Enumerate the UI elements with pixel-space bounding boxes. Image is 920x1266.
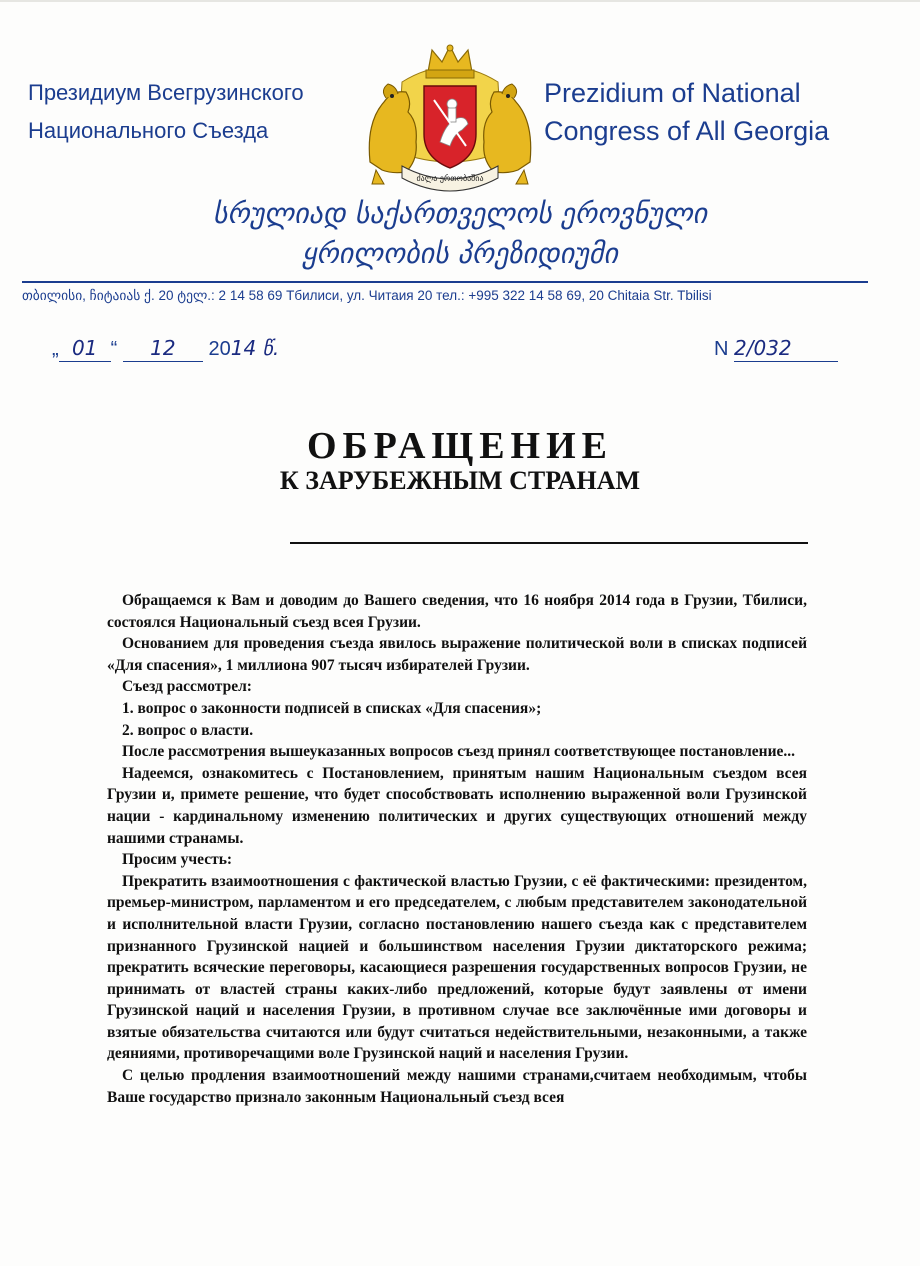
date-open-quote: „ [52,338,59,360]
org-name-ru [28,74,304,150]
body-paragraph: С целью продления взаимоотношений между нашими странами,считаем необходимым, чтобы Ваше государство признало законным Национальный съезд всея [107,1067,807,1106]
date-year-prefix: 20 [208,338,231,360]
document-title: ОБРАЩЕНИЕ [306,425,613,467]
body-paragraph: Просим учесть: [122,851,233,869]
coat-of-arms-icon [362,42,538,194]
number-prefix: N [714,338,729,360]
letter-body [107,590,807,1108]
date-mid-quote: “ [110,338,118,360]
coat-motto: ძალა ერთობაშია [416,174,484,183]
scan-edge [0,0,920,2]
org-name-ka-line2: ყრილობის პრეზიდიუმი [302,237,618,270]
org-name-en-line1: Prezidium of National [544,78,801,108]
org-name-en-line2: Congress of All Georgia [544,116,830,146]
org-name-en [544,74,829,150]
date-day: 01 [71,336,98,360]
body-paragraph: После рассмотрения вышеуказанных вопросов съезд принял соответствующее постановление... [122,743,796,761]
body-paragraph: 1. вопрос о законности подписей в списках «Для спасения»; [122,699,542,717]
body-paragraph: Надеемся, ознакомитесь с Постановлением, принятым нашим Национальным съездом всея Грузии и, примете решение, что будет способствовать исполнению выраженной воли Грузинской нации - кардинальному изменению политических и других существующих отношений между нашими странамы. [107,764,807,847]
document-number [714,336,838,362]
letterhead-divider [22,281,868,283]
date-field [52,336,279,362]
body-paragraph: 2. вопрос о власти. [122,721,254,739]
date-year: 14 წ. [230,336,280,360]
body-paragraph: Прекратить взаимоотношения с фактической властью Грузии, с её фактическими: президентом, премьер-министром, парламентом и его председателем, с любым представителем законодательной и исполнительной власти Грузии, согласно постановлению нашего съезда как с представителем признанного Грузинской нацией и большинством населения Грузии диктаторского режима; прекратить всяческие переговоры, касающиеся разрешения государственных вопросов Грузии, не принимать от властей страны каких-либо предложений, которые будут заявлены от имени Грузинской наций и населения Грузии, в противном случае все заключённые ими договоры и взятые обязательства считаются или будут считаться недействительными, незаконными, а также деяниями, противоречащими воле Грузинской наций и населения Грузии. [107,872,807,1063]
org-name-ru-line2: Национального Съезда [28,118,269,143]
body-paragraph: Основанием для проведения съезда явилось выражение политической воли в списках подписей «Для спасения», 1 миллиона 907 тысяч избирателей Грузии. [107,635,807,674]
contact-address: თბილისი, ჩიტაიას ქ. 20 ტელ.: 2 14 58 69 Тбилиси, ул. Читаия 20 тел.: +995 322 14 58 69, 20 Chitaia Str. Tbilisi [22,288,712,303]
number-value: 2/032 [734,336,792,360]
date-month: 12 [150,336,176,360]
body-paragraph: Обращаемся к Вам и доводим до Вашего сведения, что 16 ноября 2014 года в Грузии, Тбилиси, состоялся Национальный съезд всея Грузии. [107,592,807,631]
title-underline [290,542,808,544]
org-name-ru-line1: Президиум Всегрузинского [28,80,304,105]
document-subtitle: К ЗАРУБЕЖНЫМ СТРАНАМ [279,466,641,495]
org-name-ka-line1: სრულიად საქართველოს ეროვნული [212,197,708,230]
body-paragraph: Съезд рассмотрел: [122,678,252,696]
